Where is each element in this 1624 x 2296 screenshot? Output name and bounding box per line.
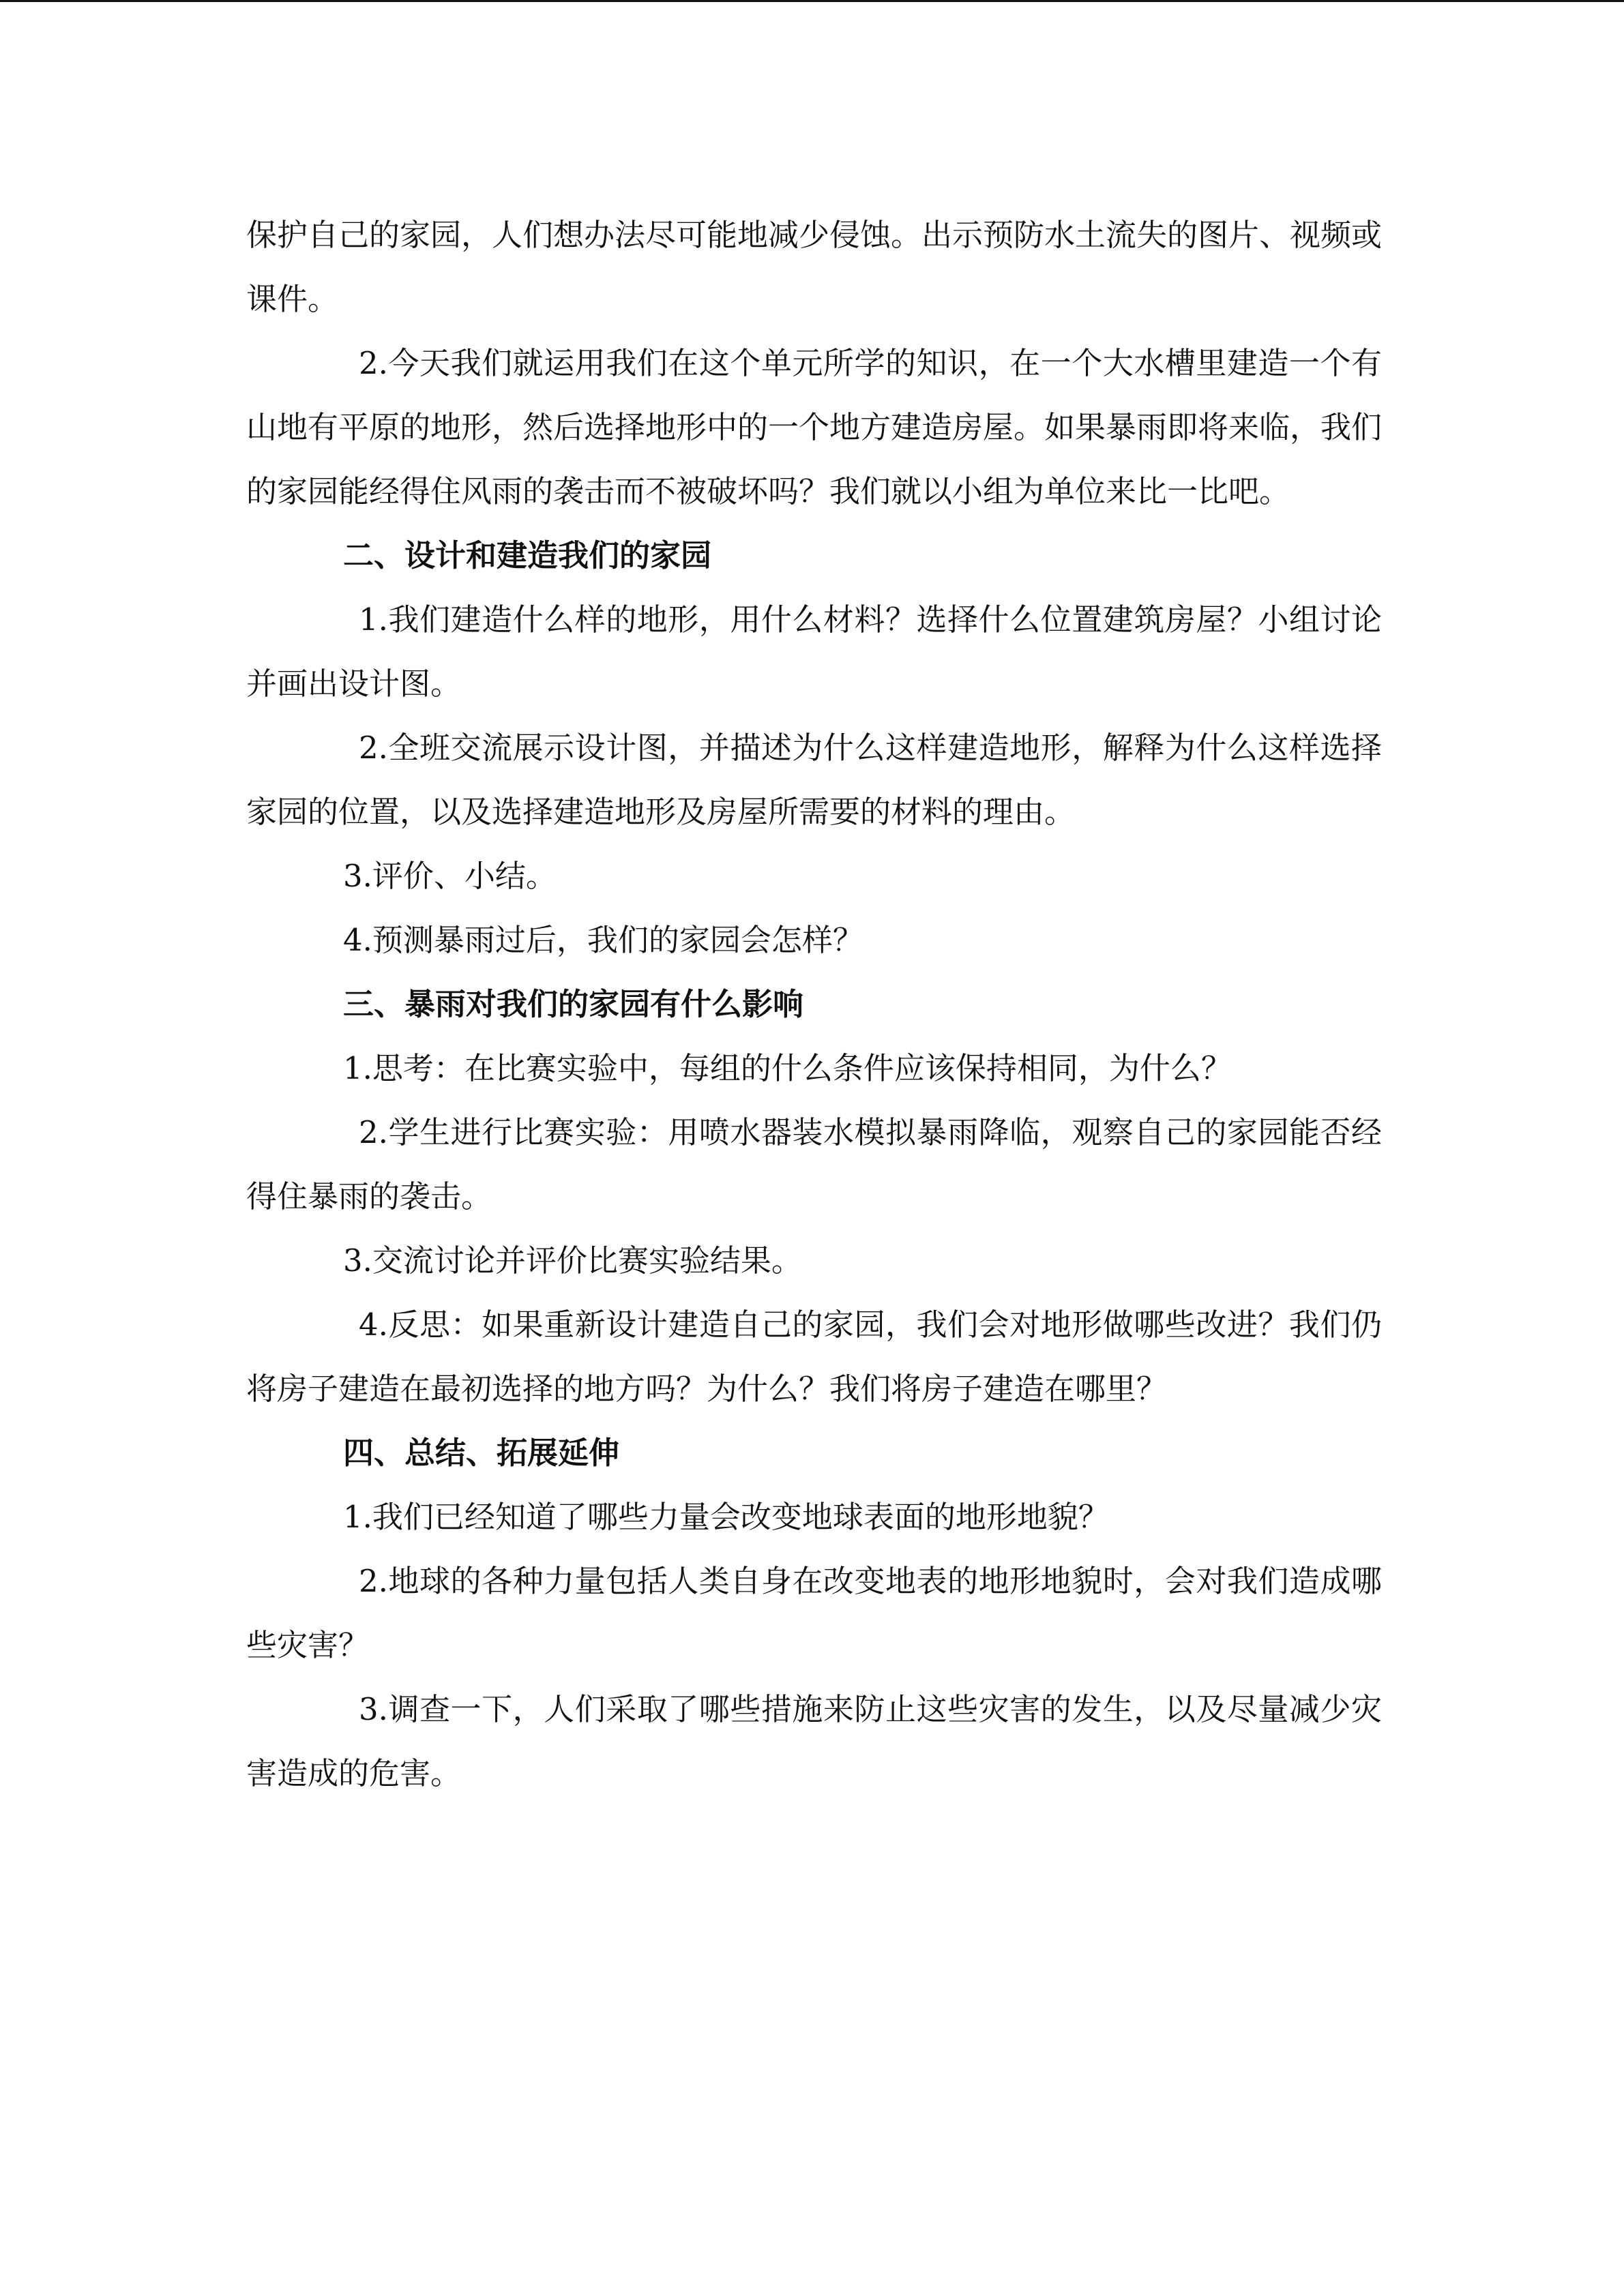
paragraph-design-step-4: 4.预测暴雨过后，我们的家园会怎样？ <box>343 922 863 958</box>
section-heading-rainstorm: 三、暴雨对我们的家园有什么影响 <box>343 986 804 1022</box>
section-heading-design: 二、设计和建造我们的家园 <box>343 537 712 573</box>
paragraph-intro-continued: 保护自己的家园，人们想办法尽可能地减少侵蚀。出示预防水土流失的图片、视频或课件。 <box>246 217 1383 317</box>
paragraph-summary-step-3: 3.调查一下，人们采取了哪些措施来防止这些灾害的发生，以及尽量减少灾害造成的危害。 <box>246 1691 1382 1791</box>
paragraph-rainstorm-step-2: 2.学生进行比赛实验：用喷水器装水模拟暴雨降临，观察自己的家园能否经得住暴雨的袭击。 <box>246 1114 1382 1214</box>
paragraph-summary-step-2: 2.地球的各种力量包括人类自身在改变地表的地形地貌时，会对我们造成哪些灾害？ <box>246 1563 1382 1663</box>
section-heading-summary: 四、总结、拓展延伸 <box>343 1435 620 1471</box>
paragraph-rainstorm-step-1: 1.思考：在比赛实验中，每组的什么条件应该保持相同，为什么？ <box>343 1050 1232 1086</box>
paragraph-rainstorm-step-3: 3.交流讨论并评价比赛实验结果。 <box>343 1242 802 1279</box>
paragraph-design-step-3: 3.评价、小结。 <box>343 858 557 894</box>
page-top-border <box>0 0 1624 2</box>
paragraph-design-step-1: 1.我们建造什么样的地形，用什么材料？选择什么位置建筑房屋？小组讨论并画出设计图。 <box>246 601 1382 702</box>
paragraph-design-step-2: 2.全班交流展示设计图，并描述为什么这样建造地形，解释为什么这样选择家园的位置，以及选择建造地形及房屋所需要的材料的理由。 <box>246 730 1382 830</box>
paragraph-rainstorm-step-4: 4.反思：如果重新设计建造自己的家园，我们会对地形做哪些改进？我们仍将房子建造在最初选择的地方吗？为什么？我们将房子建造在哪里？ <box>246 1307 1382 1407</box>
paragraph-build-model: 2.今天我们就运用我们在这个单元所学的知识，在一个大水槽里建造一个有山地有平原的地形，然后选择地形中的一个地方建造房屋。如果暴雨即将来临，我们的家园能经得住风雨的袭击而不被破坏吗？我们就以小组为单位来比一比吧。 <box>246 345 1383 509</box>
document-body <box>246 203 1382 1806</box>
paragraph-summary-step-1: 1.我们已经知道了哪些力量会改变地球表面的地形地貌？ <box>343 1499 1109 1535</box>
